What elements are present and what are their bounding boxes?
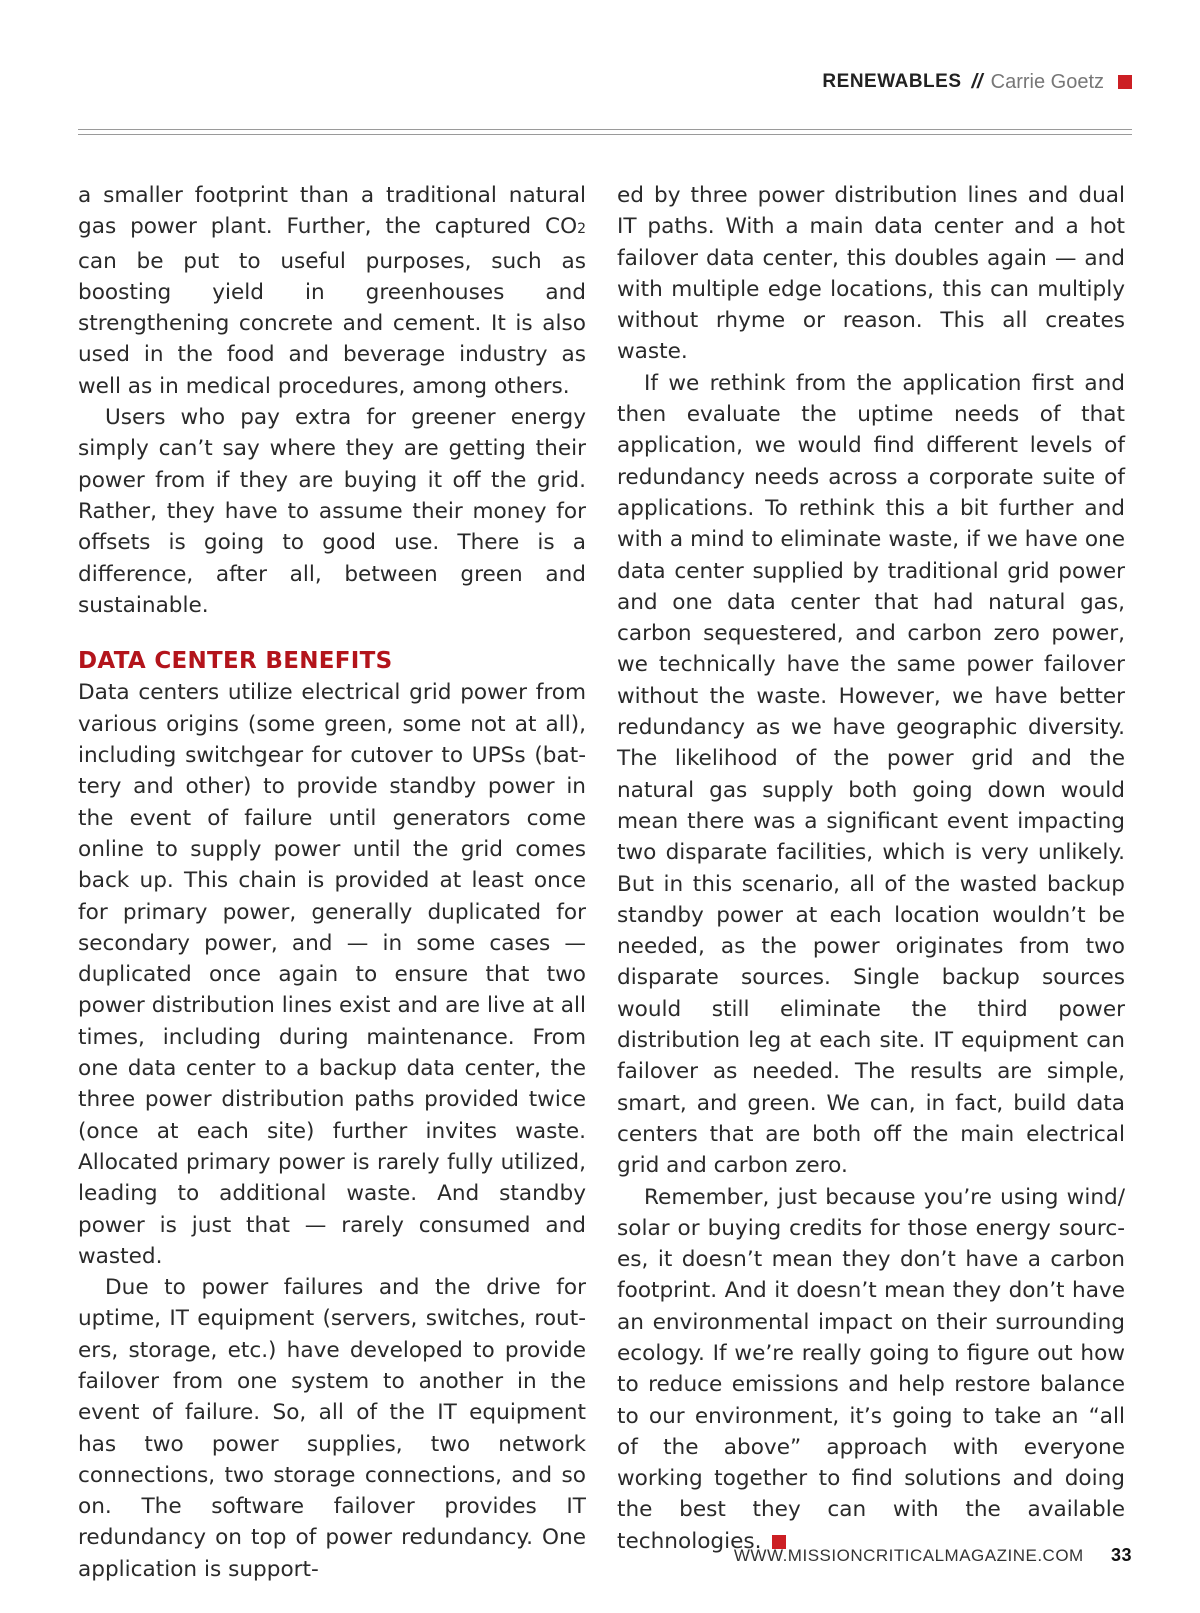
paragraph: Data centers utilize electrical grid power from various origins (some green, some not at all), including switchgear for cutover to UPSs (battery and other) to provide standby power in the event of failure until generators come online to supply power until the grid comes back up. This chain is provided at least once for primary power, generally duplicated for secondary power, and — in some cases — duplicated once again to ensure that two power distribution lines exist and are live at all times, including during maintenance. From one data center to a backup data center, the three power distribution paths provided twice (once at each site) further invites waste. Allocated primary power is rarely fully utilized, leading to additional waste. And standby power is just that — rarely consumed and wasted. bbox=[78, 680, 586, 1269]
section-heading: DATA CENTER BENEFITS bbox=[78, 648, 393, 675]
final-paragraph-text: Remember, just because you’re using wind/ solar or buying credits for those energy sources, it doesn’t mean they don’t have a carbon footprint. And it doesn’t mean they don’t have an environmental impact on their surrounding ecology. If we’re really going to figure out how to reduce emissions and help restore balance to our environment, it’s going to take an “all of the above” approach with everyone working together to find solutions and doing the best they can with the available technologies. bbox=[617, 1184, 1125, 1554]
left-column bbox=[78, 180, 586, 1585]
paragraph: ed by three power distribution lines and dual IT paths. With a main data center and a hot failover data center, this doubles again — and with multiple edge locations, this can multiply without rhyme or reason. This all creates waste. bbox=[617, 183, 1125, 365]
page-number: 33 bbox=[1110, 1545, 1132, 1565]
paragraph-final bbox=[617, 1182, 1125, 1558]
magazine-url: WWW.MISSIONCRITICALMAGAZINE.COM bbox=[733, 1546, 1084, 1565]
author-name: Carrie Goetz bbox=[990, 71, 1104, 93]
paragraph: Users who pay extra for greener energy simply can’t say where they are getting their power from if they are buying it off the grid. Rather, they have to assume their money for offsets is going to good use. There is a difference, after all, between green and sustainable. bbox=[78, 405, 586, 618]
section-label: RENEWABLES bbox=[822, 71, 962, 92]
co2-text-before: a smaller footprint than a traditional natural gas power plant. Further, the captured CO bbox=[78, 183, 586, 240]
paragraph bbox=[78, 180, 586, 402]
red-square-icon bbox=[1118, 75, 1132, 89]
paragraph: Due to power failures and the drive for uptime, IT equipment (servers, switches, routers, storage, etc.) have developed to provide failover from one system to another in the event of failure. So, all of the IT equipment has two power supplies, two network connections, two storage connections, and so on. The software failover provides IT redundancy on top of power redundancy. One application is support- bbox=[78, 1275, 586, 1582]
header-rule-top bbox=[78, 129, 1132, 130]
header-rule-bottom bbox=[78, 134, 1132, 135]
page-footer bbox=[734, 1545, 1132, 1566]
header-separator: // bbox=[971, 71, 983, 93]
co2-text-after: can be put to useful purposes, such as boosting yield in greenhouses and strengthening concrete and cement. It is also used in the food and beverage industry as well as in medical procedures, among others. bbox=[78, 248, 586, 399]
running-header bbox=[822, 68, 1132, 96]
paragraph: If we rethink from the application first and then evaluate the uptime needs of that application, we would find different levels of redundancy needs across a corporate suite of applications. To rethink this a bit further and with a mind to eliminate waste, if we have one data center supplied by traditional grid power and one data center that had natural gas, carbon sequestered, and carbon zero power, we technically have the same power failover without the waste. However, we have better redundancy as we have geographic diversity. The likelihood of the power grid and the natural gas supply both going down would mean there was a significant event impacting two disparate facilities, which is very unlikely. But in this scenario, all of the wasted backup standby power at each location wouldn’t be needed, as the power originates from two disparate sources. Single backup sources would still eliminate the third power distribution leg at each site. IT equipment can failover as needed. The results are simple, smart, and green. We can, in fact, build data centers that are both off the main electrical grid and carbon zero. bbox=[617, 370, 1125, 1179]
co2-subscript: 2 bbox=[577, 221, 586, 238]
right-column bbox=[617, 180, 1125, 1557]
